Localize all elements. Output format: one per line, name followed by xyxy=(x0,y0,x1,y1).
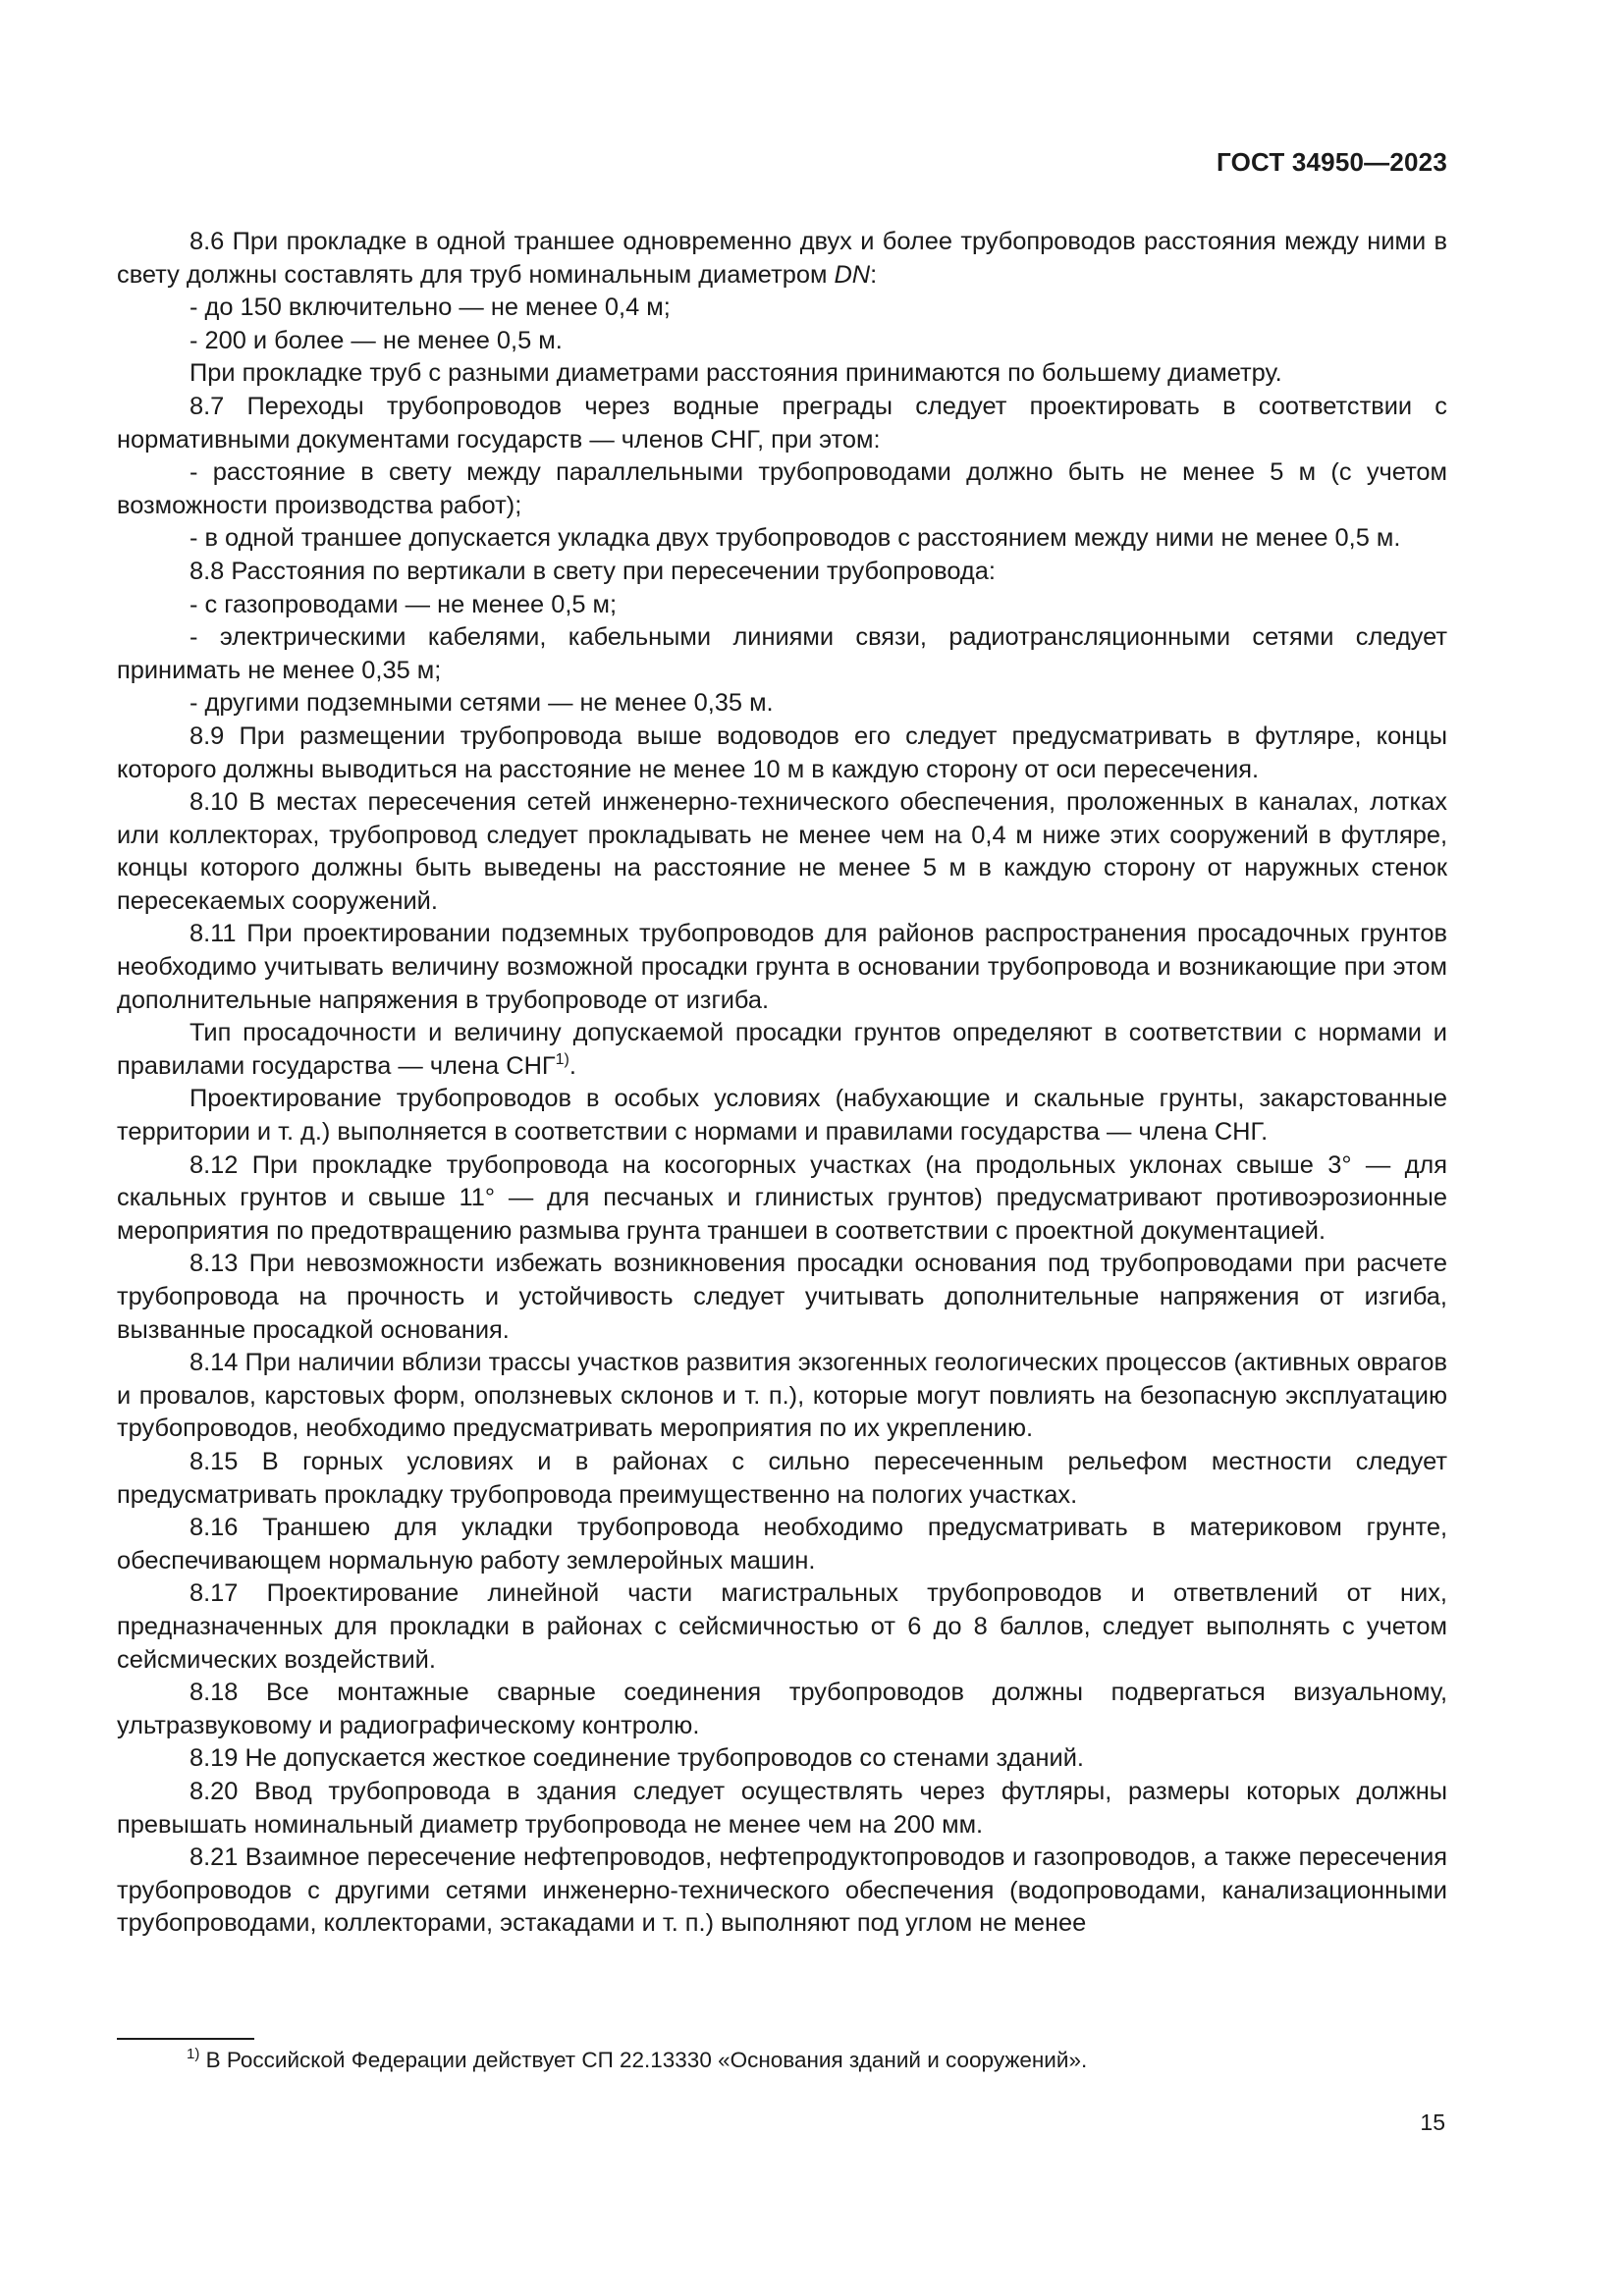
paragraph-text: 8.18 Все монтажные сварные соединения трубопроводов должны подвергаться визуальному, ультразвуковому и радиографическому контролю. xyxy=(117,1679,1447,1739)
paragraph xyxy=(117,687,1447,721)
paragraph-text: 8.20 Ввод трубопровода в здания следует осуществлять через футляры, размеры которых должны превышать номинальный диаметр трубопровода не менее чем на 200 мм. xyxy=(117,1777,1447,1839)
paragraph-text: 8.17 Проектирование линейной части магистральных трубопроводов и ответвлений от них, предназначенных для прокладки в районах с сейсмичностью от 6 до 8 баллов, следует выполнять с учетом сейсмических воздействий. xyxy=(117,1579,1447,1674)
paragraph-text: 8.15 В горных условиях и в районах с сильно пересеченным рельефом местности следует предусматривать прокладку трубопровода преимущественно на пологих участках. xyxy=(117,1447,1447,1509)
paragraph xyxy=(117,1347,1447,1446)
paragraph-text: - с газопроводами — не менее 0,5 м; xyxy=(189,590,618,618)
paragraph xyxy=(117,357,1447,391)
paragraph xyxy=(117,522,1447,556)
paragraph xyxy=(117,621,1447,687)
paragraph xyxy=(117,226,1447,292)
paragraph xyxy=(117,556,1447,589)
paragraph-text: 8.9 При размещении трубопровода выше водоводов его следует предусматривать в футляре, концы которого должны выводиться на расстояние не менее 10 м в каждую сторону от оси пересечения. xyxy=(117,721,1447,783)
footnote-separator xyxy=(117,2038,254,2040)
paragraph xyxy=(117,325,1447,358)
paragraph-text: 8.11 При проектировании подземных трубопроводов для районов распространения просадочных грунтов необходимо учитывать величину возможной просадки грунта в основании трубопровода и возникающие при этом дополнительные напряжения в трубопроводе от изгиба. xyxy=(117,920,1447,1014)
paragraph xyxy=(117,1017,1447,1083)
document-id-header: ГОСТ 34950—2023 xyxy=(1217,147,1447,177)
paragraph xyxy=(117,1149,1447,1249)
paragraph-text: 8.8 Расстояния по вертикали в свету при пересечении трубопровода: xyxy=(189,557,996,585)
paragraph xyxy=(117,1742,1447,1776)
paragraph xyxy=(117,1776,1447,1842)
paragraph xyxy=(117,589,1447,622)
paragraph-tail: . xyxy=(568,1051,576,1080)
footnote xyxy=(187,2046,1443,2075)
paragraph xyxy=(117,1512,1447,1577)
paragraph xyxy=(117,292,1447,325)
footnote-reference: 1) xyxy=(555,1050,569,1068)
paragraph xyxy=(117,391,1447,456)
paragraph xyxy=(117,1677,1447,1742)
paragraph-text: - в одной траншее допускается укладка двух трубопроводов с расстоянием между ними не менее 0,5 м. xyxy=(189,524,1401,553)
paragraph-text: - 200 и более — не менее 0,5 м. xyxy=(189,326,563,354)
paragraph xyxy=(117,1577,1447,1677)
paragraph xyxy=(117,1083,1447,1148)
paragraph-text: - до 150 включительно — не менее 0,4 м; xyxy=(189,294,671,322)
paragraph-tail: : xyxy=(870,260,878,289)
paragraph-text: 8.16 Траншею для укладки трубопровода необходимо предусматривать в материковом грунте, обеспечивающем нормальную работу землеройных машин. xyxy=(117,1514,1447,1575)
paragraph-text: 8.14 При наличии вблизи трассы участков развития экзогенных геологических процессов (активных оврагов и провалов, карстовых форм, оползневых склонов и т. п.), которые могут повлиять на безопасную эксплуатацию трубопроводов, необходимо предусматривать мероприятия по их укреплению. xyxy=(117,1349,1447,1443)
paragraph xyxy=(117,786,1447,918)
paragraph-text: 8.12 При прокладке трубопровода на косогорных участках (на продольных уклонах свыше 3° — для скальных грунтов и свыше 11° — для песчаных и глинистых грунтов) предусматривают противоэрозионные мероприятия по предотвращению размыва грунта траншеи в соответствии с проектной документацией. xyxy=(117,1150,1447,1245)
paragraph-text: 8.7 Переходы трубопроводов через водные преграды следует проектировать в соответствии с нормативными документами государств — членов СНГ, при этом: xyxy=(117,392,1447,454)
paragraph xyxy=(117,918,1447,1017)
paragraph-text: - электрическими кабелями, кабельными линиями связи, радиотрансляционными сетями следует принимать не менее 0,35 м; xyxy=(117,623,1447,684)
paragraph-text: - другими подземными сетями — не менее 0,35 м. xyxy=(189,689,774,718)
paragraph-text: Проектирование трубопроводов в особых условиях (набухающие и скальные грунты, закарстованные территории и т. д.) выполняется в соответствии с нормами и правилами государства — члена СНГ. xyxy=(117,1085,1447,1147)
paragraph xyxy=(117,1248,1447,1347)
paragraph-text: 8.13 При невозможности избежать возникновения просадки основания под трубопроводами при расчете трубопровода на прочность и устойчивость следует учитывать дополнительные напряжения от изгиба, вызванные просадкой основания. xyxy=(117,1250,1447,1344)
paragraph-text: - расстояние в свету между параллельными трубопроводами должно быть не менее 5 м (с учетом возможности производства работ); xyxy=(117,458,1447,519)
paragraph-text: Тип просадочности и величину допускаемой просадки грунтов определяют в соответствии с нормами и правилами государства — члена СНГ xyxy=(117,1019,1447,1080)
paragraph-text: При прокладке труб с разными диаметрами расстояния принимаются по большему диаметру. xyxy=(189,359,1282,388)
paragraph-text: 8.21 Взаимное пересечение нефтепроводов, нефтепродуктопроводов и газопроводов, а также пересечения трубопроводов с другими сетями инженерно-технического обеспечения (водопроводами, канализационными трубопроводами, коллекторами, эстакадами и т. п.) выполняют под углом не менее xyxy=(117,1843,1447,1938)
document-body xyxy=(117,226,1447,1941)
paragraph-italic: DN xyxy=(834,260,871,289)
footnote-text: В Российской Федерации действует СП 22.13330 «Основания зданий и сооружений». xyxy=(199,2048,1088,2072)
footnote-marker: 1) xyxy=(187,2046,200,2062)
paragraph xyxy=(117,1842,1447,1941)
paragraph xyxy=(117,721,1447,786)
page-number: 15 xyxy=(1420,2109,1445,2135)
paragraph-text: 8.10 В местах пересечения сетей инженерно-технического обеспечения, проложенных в каналах, лотках или коллекторах, трубопровод следует прокладывать не менее чем на 0,4 м ниже этих сооружений в футляре, концы которого должны быть выведены на расстояние не менее 5 м в каждую сторону от наружных стенок пересекаемых сооружений. xyxy=(117,788,1447,915)
paragraph xyxy=(117,1446,1447,1512)
paragraph xyxy=(117,456,1447,522)
paragraph-text: 8.6 При прокладке в одной траншее одновременно двух и более трубопроводов расстояния между ними в свету должны составлять для труб номинальным диаметром xyxy=(117,228,1447,289)
paragraph-text: 8.19 Не допускается жесткое соединение трубопроводов со стенами зданий. xyxy=(189,1744,1084,1773)
